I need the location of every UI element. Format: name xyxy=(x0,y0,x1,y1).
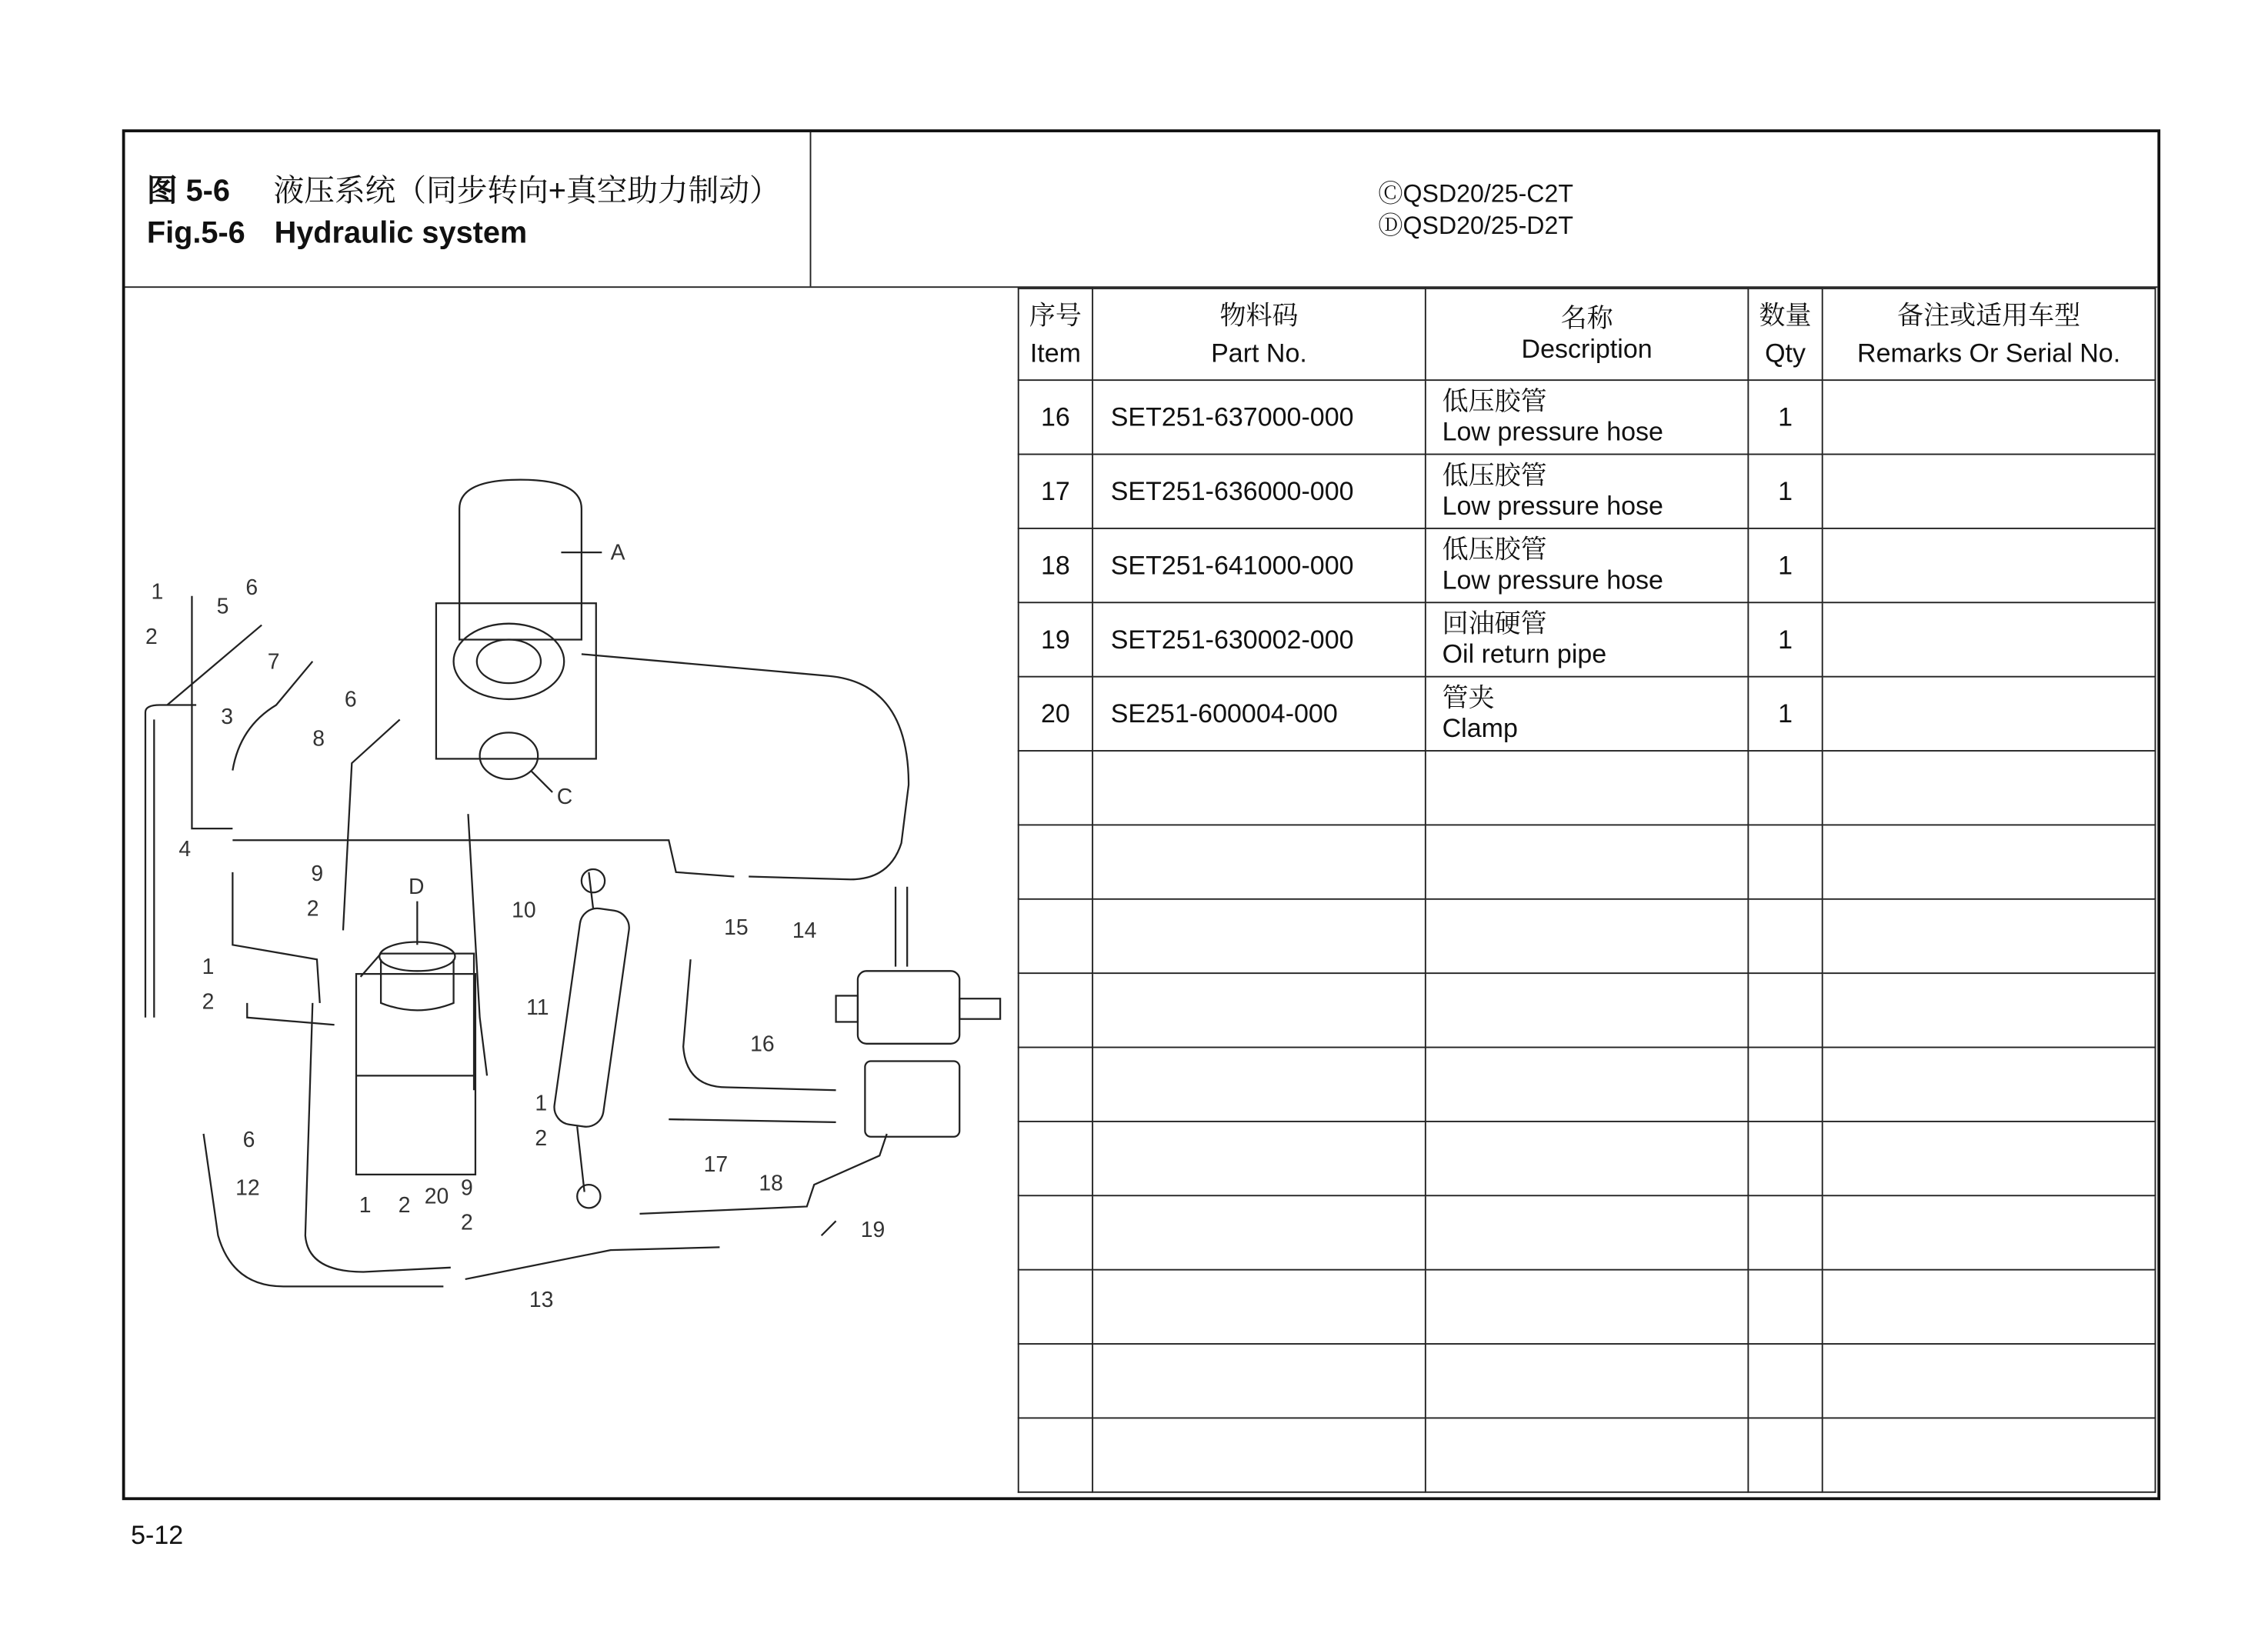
table-cell-description xyxy=(1426,1195,1749,1269)
description-cn: 低压胶管 xyxy=(1442,535,1547,565)
table-cell-remarks xyxy=(1823,455,2156,528)
table-cell-part_no: SET251-636000-000 xyxy=(1092,455,1426,528)
table-cell-remarks xyxy=(1823,1344,2156,1418)
page-number: 5-12 xyxy=(131,1520,184,1550)
model-c2t: ⒸQSD20/25-C2T xyxy=(1378,180,1573,208)
table-cell-qty xyxy=(1748,973,1822,1047)
table-cell-remarks xyxy=(1823,825,2156,898)
callout-label: 2 xyxy=(461,1210,473,1235)
table-row xyxy=(1019,973,2156,1047)
table-row xyxy=(1019,602,2156,676)
callout-label: 9 xyxy=(311,862,324,887)
table-cell-item xyxy=(1019,825,1092,898)
table-cell-description xyxy=(1426,380,1749,454)
callout-label: 1 xyxy=(151,579,164,605)
callout-label: A xyxy=(610,540,625,565)
table-cell-remarks xyxy=(1823,1418,2156,1492)
table-cell-description xyxy=(1426,528,1749,602)
table-cell-remarks xyxy=(1823,1122,2156,1195)
callout-label: 12 xyxy=(235,1175,260,1201)
table-cell-item: 18 xyxy=(1019,528,1092,602)
table-cell-qty: 1 xyxy=(1748,528,1822,602)
table-cell-description xyxy=(1426,825,1749,898)
table-row xyxy=(1019,1122,2156,1195)
table-cell-part_no xyxy=(1092,1344,1426,1418)
table-header-row xyxy=(1019,288,2156,380)
table-cell-remarks xyxy=(1823,677,2156,751)
table-cell-part_no xyxy=(1092,825,1426,898)
description-cn: 低压胶管 xyxy=(1442,386,1547,416)
table-cell-part_no xyxy=(1092,1418,1426,1492)
callout-label: 4 xyxy=(178,837,192,862)
table-cell-remarks xyxy=(1823,602,2156,676)
table-row xyxy=(1019,899,2156,973)
table-cell-description xyxy=(1426,1270,1749,1344)
callout-label: 19 xyxy=(860,1218,886,1243)
table-cell-description xyxy=(1426,1048,1749,1122)
table-cell-remarks xyxy=(1823,899,2156,973)
table-cell-qty xyxy=(1748,1418,1822,1492)
table-row xyxy=(1019,380,2156,454)
table-cell-qty xyxy=(1748,751,1822,825)
col-part-no: 物料码 Part No. xyxy=(1092,288,1426,380)
description-cn: 低压胶管 xyxy=(1442,461,1547,490)
callout-label: 2 xyxy=(398,1193,411,1218)
callout-label: 17 xyxy=(703,1152,729,1178)
table-cell-part_no xyxy=(1092,1195,1426,1269)
figure-title-cn: 图 5-6 液压系统（同步转向+真空助力制动） xyxy=(146,174,780,208)
table-cell-description xyxy=(1426,1122,1749,1195)
callout-label: 2 xyxy=(202,989,215,1015)
table-cell-qty: 1 xyxy=(1748,602,1822,676)
callout-label: D xyxy=(409,875,425,900)
table-cell-qty: 1 xyxy=(1748,677,1822,751)
table-cell-description xyxy=(1426,677,1749,751)
table-cell-qty xyxy=(1748,1122,1822,1195)
table-cell-description xyxy=(1426,455,1749,528)
table-cell-item xyxy=(1019,1418,1092,1492)
description-en: Low pressure hose xyxy=(1442,491,1663,521)
table-cell-part_no: SET251-637000-000 xyxy=(1092,380,1426,454)
table-cell-part_no xyxy=(1092,1122,1426,1195)
table-cell-part_no xyxy=(1092,1048,1426,1122)
table-cell-remarks xyxy=(1823,1048,2156,1122)
table-cell-description xyxy=(1426,602,1749,676)
callout-label: 2 xyxy=(145,625,158,650)
callout-label: 18 xyxy=(759,1171,783,1196)
table-cell-item xyxy=(1019,1270,1092,1344)
callout-label: 10 xyxy=(512,898,536,923)
table-cell-description xyxy=(1426,1418,1749,1492)
table-cell-part_no: SET251-630002-000 xyxy=(1092,602,1426,676)
table-cell-part_no xyxy=(1092,751,1426,825)
steering-unit xyxy=(836,887,1001,1137)
callout-label: 1 xyxy=(535,1091,548,1116)
callout-label: 20 xyxy=(424,1184,449,1209)
callout-label: 13 xyxy=(529,1287,554,1312)
callout-label: C xyxy=(556,785,573,810)
table-cell-description xyxy=(1426,973,1749,1047)
oil-tank xyxy=(356,902,475,1175)
callout-label: 3 xyxy=(221,705,234,730)
table-row xyxy=(1019,455,2156,528)
table-cell-item xyxy=(1019,899,1092,973)
description-en: Oil return pipe xyxy=(1442,639,1607,669)
model-d2t: ⒹQSD20/25-D2T xyxy=(1378,212,1573,240)
callout-label: 7 xyxy=(267,649,280,675)
description-cn: 管夹 xyxy=(1442,683,1495,712)
table-cell-description xyxy=(1426,751,1749,825)
description-en: Clamp xyxy=(1442,713,1518,743)
callout-label: 6 xyxy=(344,687,357,712)
table-row xyxy=(1019,1048,2156,1122)
table-cell-qty xyxy=(1748,825,1822,898)
col-qty: 数量 Qty xyxy=(1748,288,1822,380)
parts-table xyxy=(1018,288,2156,1493)
table-cell-remarks xyxy=(1823,751,2156,825)
table-cell-qty: 1 xyxy=(1748,380,1822,454)
table-cell-part_no xyxy=(1092,1270,1426,1344)
callout-label: 9 xyxy=(461,1175,473,1201)
table-cell-item xyxy=(1019,1122,1092,1195)
callout-label: 1 xyxy=(359,1193,372,1218)
callout-label: 2 xyxy=(535,1126,548,1152)
steering-cylinder xyxy=(552,869,632,1208)
table-cell-qty xyxy=(1748,1270,1822,1344)
table-row xyxy=(1019,1270,2156,1344)
col-description: 名称 Description xyxy=(1426,288,1749,380)
table-cell-qty xyxy=(1748,1344,1822,1418)
callout-label: 2 xyxy=(306,896,319,922)
figure-title-en: Fig.5-6 Hydraulic system xyxy=(146,216,528,251)
table-cell-remarks xyxy=(1823,973,2156,1047)
description-en: Low pressure hose xyxy=(1442,417,1663,447)
table-cell-item xyxy=(1019,1048,1092,1122)
table-row xyxy=(1019,1195,2156,1269)
callout-label: 5 xyxy=(216,594,229,619)
table-cell-qty xyxy=(1748,1048,1822,1122)
table-cell-qty xyxy=(1748,1195,1822,1269)
table-cell-remarks xyxy=(1823,1270,2156,1344)
table-cell-item: 17 xyxy=(1019,455,1092,528)
table-row xyxy=(1019,825,2156,898)
vacuum-booster xyxy=(436,480,602,792)
table-cell-qty: 1 xyxy=(1748,455,1822,528)
table-cell-item: 20 xyxy=(1019,677,1092,751)
table-cell-item xyxy=(1019,751,1092,825)
description-cn: 回油硬管 xyxy=(1442,608,1547,638)
table-cell-description xyxy=(1426,1344,1749,1418)
callout-label: 8 xyxy=(312,726,325,752)
table-cell-remarks xyxy=(1823,528,2156,602)
table-row xyxy=(1019,751,2156,825)
table-cell-qty xyxy=(1748,899,1822,973)
hydraulic-system-diagram xyxy=(0,0,1018,1497)
applicable-models xyxy=(1378,178,1573,242)
callout-label: 16 xyxy=(750,1032,775,1057)
table-cell-part_no xyxy=(1092,973,1426,1047)
table-cell-description xyxy=(1426,899,1749,973)
callout-label: 15 xyxy=(724,915,749,941)
table-cell-item: 19 xyxy=(1019,602,1092,676)
description-en: Low pressure hose xyxy=(1442,565,1663,595)
table-row xyxy=(1019,1418,2156,1492)
table-cell-part_no: SE251-600004-000 xyxy=(1092,677,1426,751)
table-cell-item xyxy=(1019,1195,1092,1269)
table-cell-item xyxy=(1019,1344,1092,1418)
table-row xyxy=(1019,528,2156,602)
callout-label: 11 xyxy=(526,995,549,1021)
table-cell-item xyxy=(1019,973,1092,1047)
col-remarks: 备注或适用车型 Remarks Or Serial No. xyxy=(1823,288,2156,380)
callout-label: 1 xyxy=(202,955,215,980)
callout-label: 6 xyxy=(245,575,258,600)
callout-label: 14 xyxy=(792,918,817,943)
table-cell-part_no: SET251-641000-000 xyxy=(1092,528,1426,602)
callout-labels xyxy=(145,541,885,1312)
col-item: 序号 Item xyxy=(1019,288,1092,380)
table-row xyxy=(1019,677,2156,751)
table-cell-item: 16 xyxy=(1019,380,1092,454)
table-cell-remarks xyxy=(1823,1195,2156,1269)
table-cell-remarks xyxy=(1823,380,2156,454)
table-cell-part_no xyxy=(1092,899,1426,973)
callout-label: 6 xyxy=(242,1127,255,1152)
table-row xyxy=(1019,1344,2156,1418)
